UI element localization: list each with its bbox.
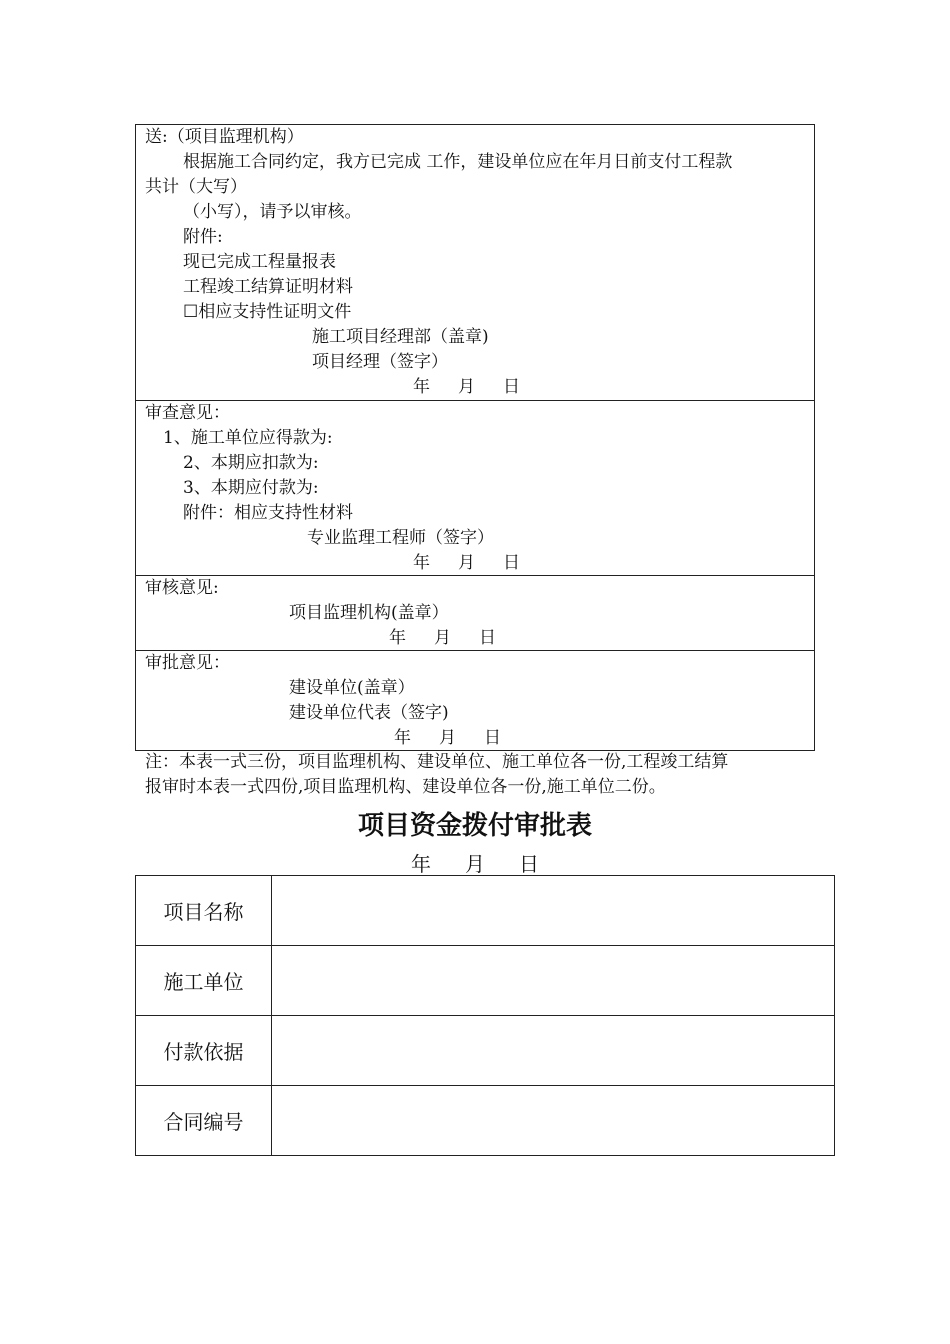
manager-signature-line: 项目经理（签字） <box>312 352 448 372</box>
fund-approval-title: 项目资金拨付审批表 <box>357 811 592 841</box>
owner-representative-signature-line: 建设单位代表（签字) <box>289 703 449 723</box>
request-paragraph-line2: 共计（大写） <box>145 177 247 197</box>
contractor-label: 施工单位 <box>136 946 272 1016</box>
table-row <box>136 1086 835 1156</box>
payment-basis-label: 付款依据 <box>136 1016 272 1086</box>
date-line: 年 月 日 <box>394 728 501 748</box>
request-paragraph-line1: 根据施工合同约定，我方已完成 工作，建设单位应在年月日前支付工程款 <box>183 152 733 172</box>
contract-number-field[interactable] <box>272 1086 835 1156</box>
form-note <box>145 750 815 800</box>
contractor-field[interactable] <box>272 946 835 1016</box>
application-section <box>136 125 814 400</box>
contractor-stamp-line: 施工项目经理部（盖章) <box>312 327 489 347</box>
supervision-stamp-line: 项目监理机构(盖章） <box>289 603 449 623</box>
attachments-label: 附件: <box>183 227 223 247</box>
date-line: 年 月 日 <box>413 377 520 397</box>
table-row <box>136 876 835 946</box>
date-line: 年 月 日 <box>389 628 496 648</box>
payment-basis-field[interactable] <box>272 1016 835 1086</box>
note-line1: 注：本表一式三份，项目监理机构、建设单位、施工单位各一份,工程竣工结算 <box>145 752 729 772</box>
table-row <box>136 946 835 1016</box>
review-item: 2、本期应扣款为: <box>183 453 319 473</box>
fund-approval-date: 年 月 日 <box>411 852 539 876</box>
attachment-item: 现已完成工程量报表 <box>183 252 336 272</box>
fund-approval-table <box>135 875 835 1156</box>
audit-section <box>136 575 814 650</box>
approval-title: 审批意见： <box>145 653 230 673</box>
table-row <box>136 1016 835 1086</box>
review-item: 3、本期应付款为: <box>183 478 319 498</box>
supervisor-signature-line: 专业监理工程师（签字） <box>307 528 494 548</box>
owner-stamp-line: 建设单位(盖章） <box>289 678 415 698</box>
review-section <box>136 400 814 575</box>
project-name-label: 项目名称 <box>136 876 272 946</box>
attachment-checkbox-item: ☐相应支持性证明文件 <box>183 302 352 322</box>
review-title: 审查意见： <box>145 403 230 423</box>
note-line2: 报审时本表一式四份,项目监理机构、建设单位各一份,施工单位二份。 <box>145 777 666 797</box>
approval-section <box>136 650 814 750</box>
request-paragraph-line3: （小写），请予以审核。 <box>183 202 362 222</box>
attachment-item: 工程竣工结算证明材料 <box>183 277 353 297</box>
review-item: 1、施工单位应得款为: <box>163 428 333 448</box>
review-attachment: 附件：相应支持性材料 <box>183 503 353 523</box>
contract-number-label: 合同编号 <box>136 1086 272 1156</box>
date-line: 年 月 日 <box>413 553 520 573</box>
project-name-field[interactable] <box>272 876 835 946</box>
addressee-line: 送:（项目监理机构） <box>145 127 304 147</box>
payment-application-form <box>135 124 815 751</box>
audit-title: 审核意见: <box>145 578 219 598</box>
